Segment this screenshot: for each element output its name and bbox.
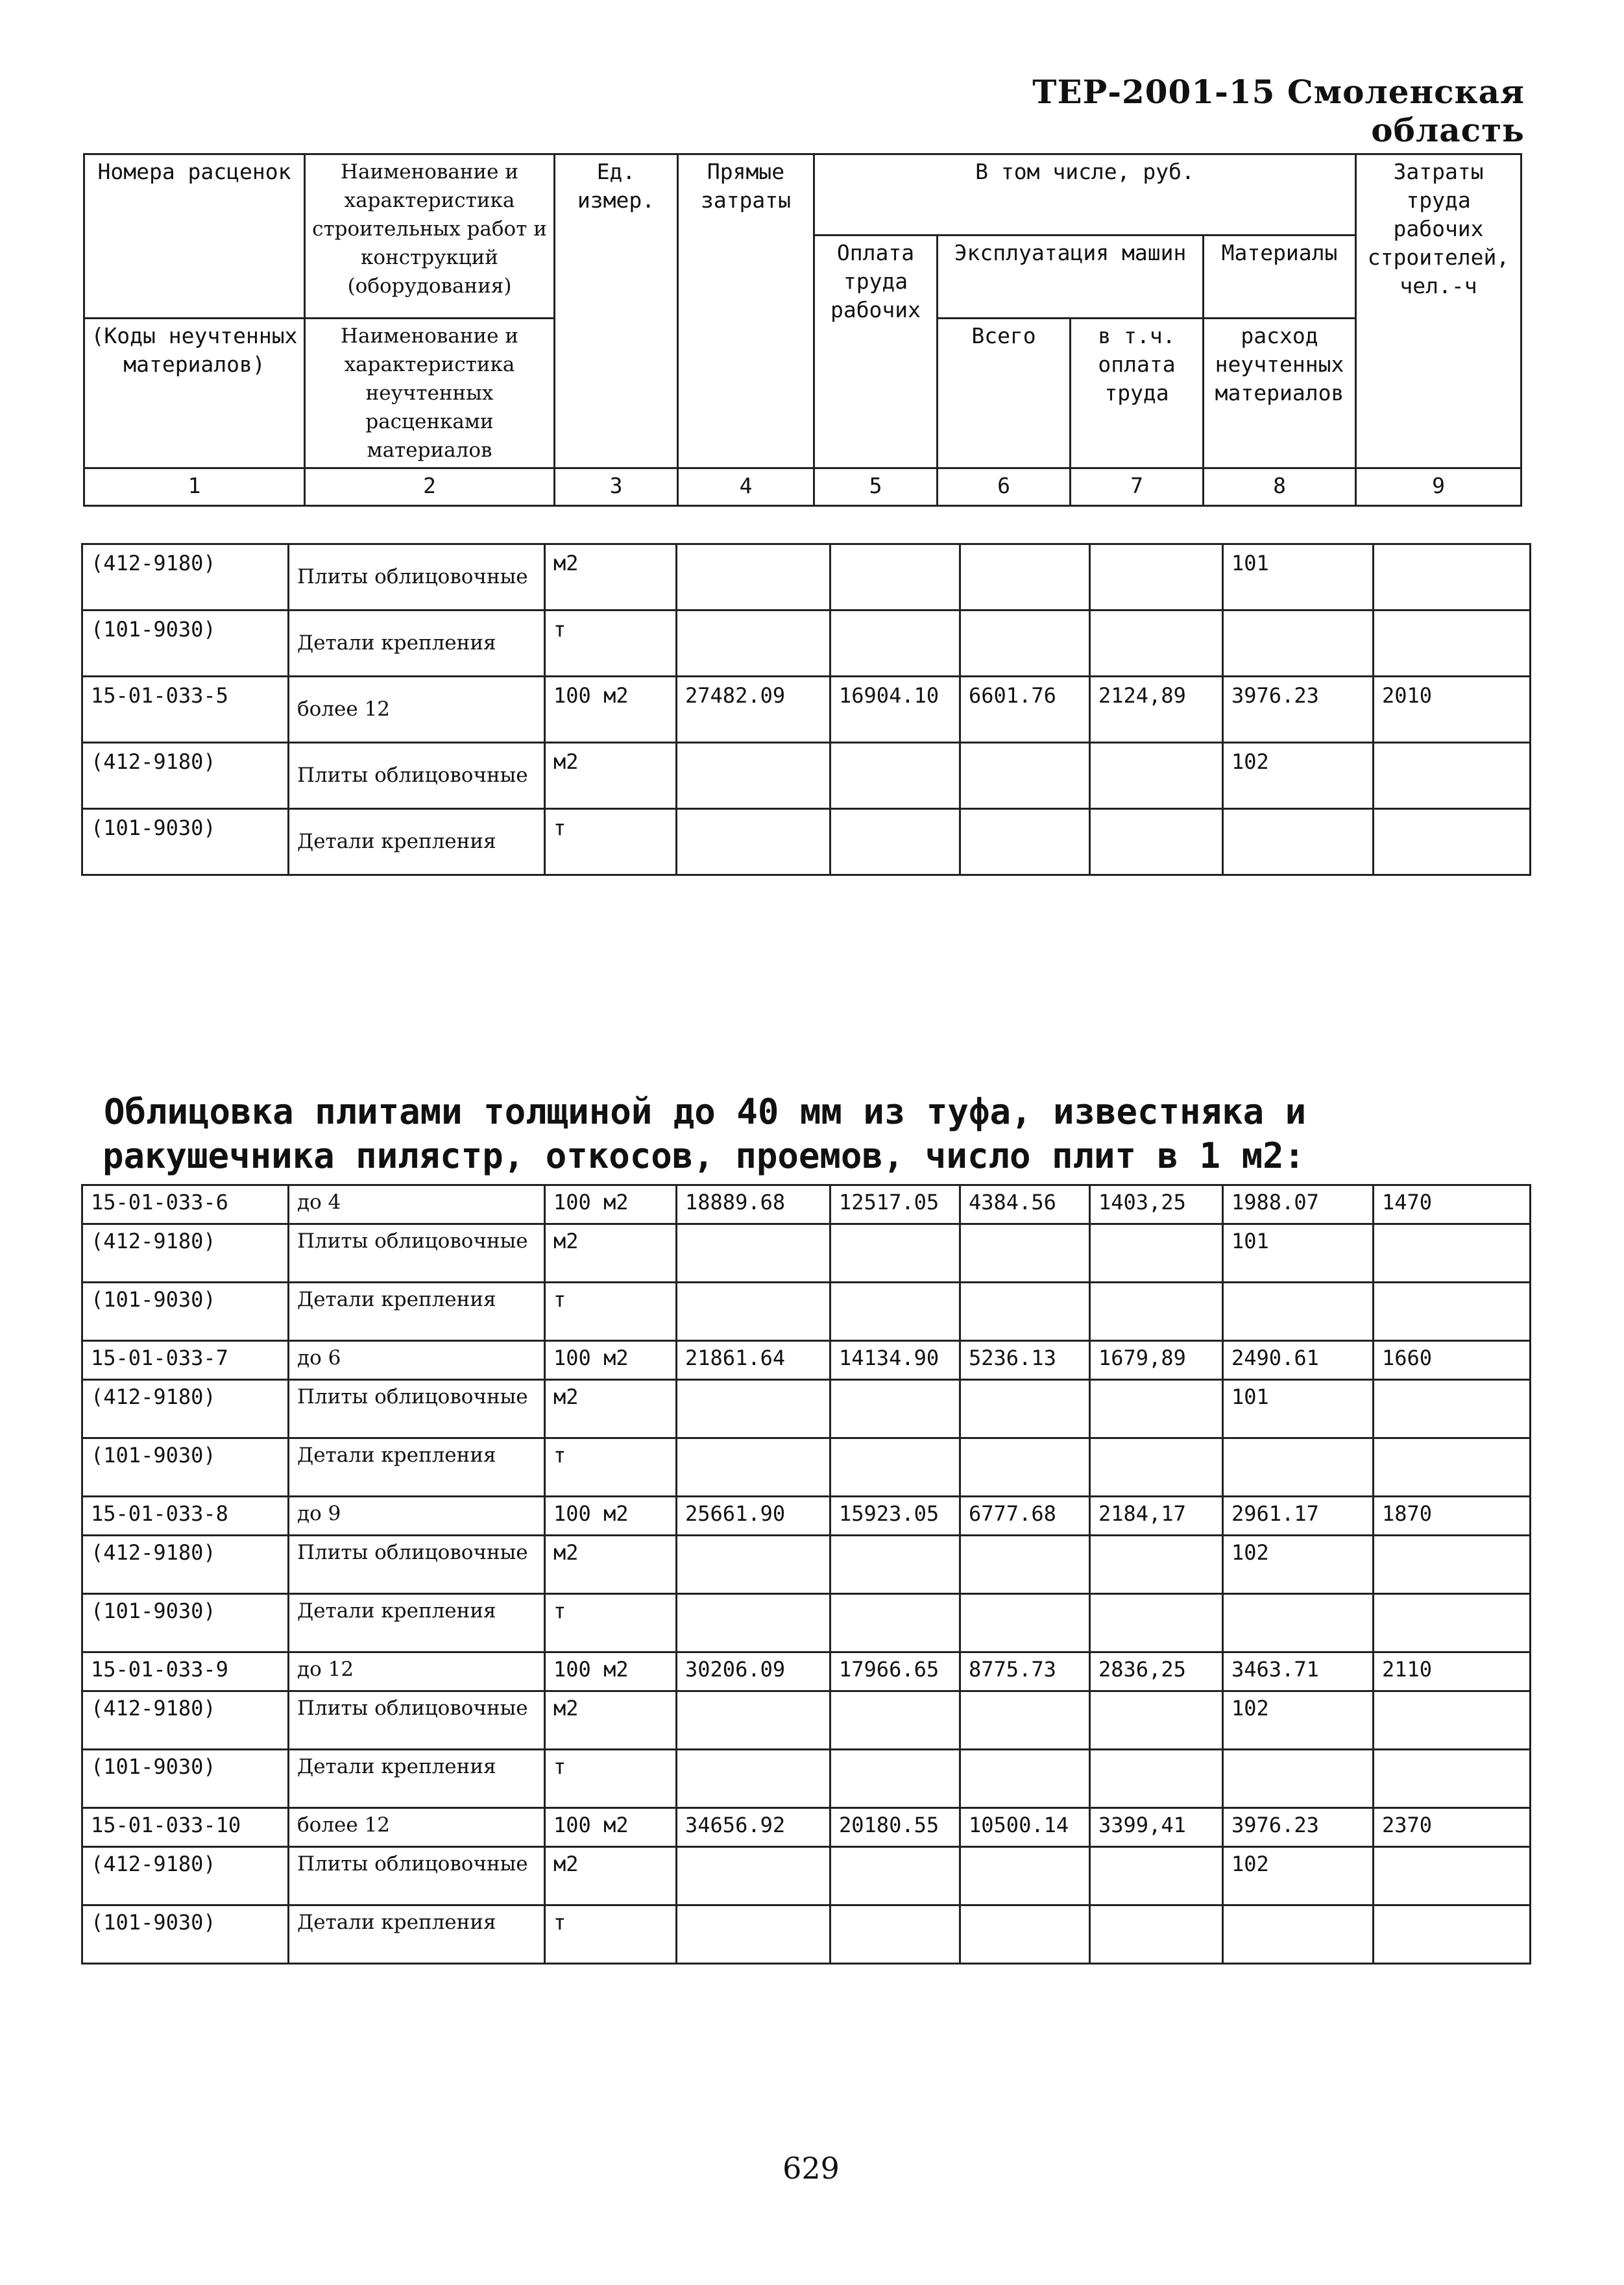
cell-hours: 2110 [1374,1652,1531,1691]
table-row [82,1283,1531,1341]
cell-labor [830,743,960,809]
cell-name: Детали крепления [289,1594,545,1652]
cell-machine-labor [1090,1750,1223,1808]
table-top [81,543,1531,876]
cell-machines: 10500.14 [960,1808,1090,1847]
cell-direct [677,1750,830,1808]
cell-code: (412-9180) [82,1847,289,1905]
cell-code: (101-9030) [82,1905,289,1964]
cell-name: Детали крепления [289,1438,545,1497]
table-row [82,1380,1531,1438]
cell-unit: м2 [545,743,677,809]
cell-hours [1374,1750,1531,1808]
cell-materials: 3976.23 [1223,1808,1374,1847]
cell-machines [960,1536,1090,1594]
cell-name: до 4 [289,1185,545,1224]
cell-materials: 102 [1223,1691,1374,1750]
cell-materials [1223,1594,1374,1652]
header-col4: Прямые затраты [678,154,814,468]
cell-code: 15-01-033-5 [82,677,289,743]
section-heading-line1: Облицовка плитами толщиной до 40 мм из туфа, известняка и [104,1091,1307,1132]
cell-hours [1374,1594,1531,1652]
header-number: 7 [1071,468,1204,506]
cell-materials [1223,809,1374,875]
cell-code: (412-9180) [82,1691,289,1750]
cell-direct: 21861.64 [677,1341,830,1380]
cell-materials: 101 [1223,1224,1374,1283]
cell-unit: т [545,1594,677,1652]
cell-direct [677,1438,830,1497]
cell-machines: 5236.13 [960,1341,1090,1380]
cell-name: Детали крепления [289,1750,545,1808]
cell-machine-labor [1090,743,1223,809]
header-col3: Ед. измер. [555,154,678,468]
cell-machines [960,1750,1090,1808]
cell-unit: 100 м2 [545,1185,677,1224]
cell-labor [830,1905,960,1964]
cell-materials: 2961.17 [1223,1497,1374,1536]
table-row [82,1905,1531,1964]
cell-code: (412-9180) [82,743,289,809]
header-number: 1 [84,468,305,506]
cell-materials: 101 [1223,1380,1374,1438]
table-row [82,611,1531,677]
cell-code: (101-9030) [82,1283,289,1341]
cell-labor [830,1691,960,1750]
cell-direct: 27482.09 [677,677,830,743]
table-row [82,1497,1531,1536]
section-heading [104,1090,1505,1178]
cell-labor [830,1594,960,1652]
cell-name: Плиты облицовочные [289,743,545,809]
cell-hours [1374,544,1531,611]
cell-unit: 100 м2 [545,1652,677,1691]
header-machines: Эксплуатация машин [938,236,1204,319]
cell-unit: 100 м2 [545,1497,677,1536]
cell-unit: м2 [545,1536,677,1594]
cell-machines [960,1691,1090,1750]
cell-labor [830,544,960,611]
cell-code: 15-01-033-7 [82,1341,289,1380]
header-number: 9 [1356,468,1521,506]
header-col2-top: Наименование и характеристика строительных работ и конструкций (оборудования) [305,154,555,319]
cell-name: Детали крепления [289,611,545,677]
cell-unit: м2 [545,1691,677,1750]
cell-direct: 18889.68 [677,1185,830,1224]
section-heading-line2: ракушечника пилястр, откосов, проемов, число плит в 1 м2: [103,1135,1305,1176]
cell-name: Детали крепления [289,1905,545,1964]
cell-machine-labor [1090,611,1223,677]
cell-machine-labor: 1403,25 [1090,1185,1223,1224]
cell-labor: 15923.05 [830,1497,960,1536]
cell-direct [677,1283,830,1341]
cell-name: Детали крепления [289,1283,545,1341]
cell-name: до 12 [289,1652,545,1691]
cell-direct: 34656.92 [677,1808,830,1847]
table-row [82,1438,1531,1497]
cell-machines [960,1905,1090,1964]
cell-machine-labor [1090,1691,1223,1750]
cell-machines [960,1224,1090,1283]
cell-machines [960,743,1090,809]
cell-code: (101-9030) [82,1594,289,1652]
cell-hours: 2370 [1374,1808,1531,1847]
page-number: 629 [782,2151,840,2186]
cell-machine-labor [1090,1283,1223,1341]
cell-name: Плиты облицовочные [289,544,545,611]
cell-materials: 102 [1223,1536,1374,1594]
header-col8-top: Материалы [1204,236,1356,319]
cell-labor [830,1847,960,1905]
cell-machine-labor [1090,1380,1223,1438]
cell-name: более 12 [289,1808,545,1847]
cell-direct [677,1905,830,1964]
cell-labor [830,1536,960,1594]
header-group: В том числе, руб. [814,154,1356,236]
cell-hours [1374,1224,1531,1283]
cell-materials: 2490.61 [1223,1341,1374,1380]
cell-labor: 16904.10 [830,677,960,743]
header-number: 8 [1204,468,1356,506]
cell-code: 15-01-033-8 [82,1497,289,1536]
cell-labor: 17966.65 [830,1652,960,1691]
cell-machine-labor: 2836,25 [1090,1652,1223,1691]
cell-machine-labor [1090,544,1223,611]
table-row [82,1750,1531,1808]
cell-unit: т [545,1905,677,1964]
table-row [82,1341,1531,1380]
cell-name: Плиты облицовочные [289,1691,545,1750]
table-row [82,1224,1531,1283]
table-header [83,153,1522,507]
cell-direct [677,611,830,677]
header-col2-bottom: Наименование и характеристика неучтенных расценками материалов [305,319,555,468]
cell-labor [830,1438,960,1497]
cell-machines [960,544,1090,611]
cell-materials: 102 [1223,743,1374,809]
cell-machines: 6777.68 [960,1497,1090,1536]
cell-labor: 14134.90 [830,1341,960,1380]
cell-labor [830,611,960,677]
cell-unit: м2 [545,1224,677,1283]
cell-machines [960,1283,1090,1341]
table-row [82,1594,1531,1652]
cell-machines [960,611,1090,677]
cell-hours [1374,611,1531,677]
table-main [81,1184,1531,1965]
cell-hours: 2010 [1374,677,1531,743]
cell-direct [677,1224,830,1283]
cell-hours [1374,1380,1531,1438]
cell-machine-labor [1090,809,1223,875]
cell-machine-labor: 2184,17 [1090,1497,1223,1536]
cell-code: (101-9030) [82,809,289,875]
header-col9: Затраты труда рабочих строителей, чел.-ч [1356,154,1521,468]
cell-code: 15-01-033-6 [82,1185,289,1224]
cell-direct [677,544,830,611]
cell-direct [677,1847,830,1905]
table-row [82,1808,1531,1847]
cell-unit: т [545,1438,677,1497]
cell-name: Детали крепления [289,809,545,875]
cell-unit: т [545,611,677,677]
cell-code: (101-9030) [82,1750,289,1808]
cell-machine-labor: 1679,89 [1090,1341,1223,1380]
cell-unit: 100 м2 [545,1341,677,1380]
cell-name: Плиты облицовочные [289,1380,545,1438]
cell-unit: т [545,809,677,875]
cell-labor: 12517.05 [830,1185,960,1224]
cell-unit: м2 [545,544,677,611]
table-row [82,1652,1531,1691]
cell-code: (101-9030) [82,611,289,677]
cell-unit: м2 [545,1380,677,1438]
header-number: 6 [938,468,1071,506]
cell-machine-labor [1090,1594,1223,1652]
cell-materials: 1988.07 [1223,1185,1374,1224]
cell-machine-labor: 2124,89 [1090,677,1223,743]
cell-code: (412-9180) [82,544,289,611]
cell-code: (412-9180) [82,1380,289,1438]
cell-hours [1374,1283,1531,1341]
cell-labor [830,1750,960,1808]
cell-direct [677,809,830,875]
cell-materials [1223,1438,1374,1497]
cell-labor: 20180.55 [830,1808,960,1847]
cell-machine-labor [1090,1438,1223,1497]
cell-labor [830,1224,960,1283]
header-col5: Оплата труда рабочих [814,236,938,468]
cell-machines: 4384.56 [960,1185,1090,1224]
cell-labor [830,1380,960,1438]
header-number: 5 [814,468,938,506]
header-col8-bottom: расход неучтенных материалов [1204,319,1356,468]
cell-unit: 100 м2 [545,1808,677,1847]
cell-name: до 6 [289,1341,545,1380]
cell-code: 15-01-033-9 [82,1652,289,1691]
cell-machines: 8775.73 [960,1652,1090,1691]
cell-direct [677,1380,830,1438]
cell-name: Плиты облицовочные [289,1224,545,1283]
table-row [82,544,1531,611]
cell-code: (412-9180) [82,1536,289,1594]
cell-direct [677,1594,830,1652]
header-number: 4 [678,468,814,506]
header-col6: Всего [938,319,1071,468]
cell-code: 15-01-033-10 [82,1808,289,1847]
cell-hours: 1470 [1374,1185,1531,1224]
table-row [82,809,1531,875]
cell-hours: 1870 [1374,1497,1531,1536]
table-row [82,1185,1531,1224]
cell-unit: м2 [545,1847,677,1905]
cell-materials: 3976.23 [1223,677,1374,743]
cell-materials [1223,1750,1374,1808]
cell-hours [1374,809,1531,875]
cell-labor [830,809,960,875]
cell-name: Плиты облицовочные [289,1847,545,1905]
table-row [82,677,1531,743]
cell-hours [1374,1847,1531,1905]
cell-hours [1374,1691,1531,1750]
cell-materials [1223,1905,1374,1964]
cell-unit: т [545,1750,677,1808]
header-number: 3 [555,468,678,506]
table-row [82,1536,1531,1594]
page-title: ТЕР-2001-15 Смоленская область [1032,73,1525,149]
cell-hours [1374,1536,1531,1594]
cell-machine-labor [1090,1847,1223,1905]
cell-machine-labor [1090,1224,1223,1283]
cell-labor [830,1283,960,1341]
cell-hours [1374,1438,1531,1497]
cell-hours [1374,1905,1531,1964]
cell-materials: 3463.71 [1223,1652,1374,1691]
cell-machines [960,1438,1090,1497]
cell-direct: 25661.90 [677,1497,830,1536]
cell-materials [1223,611,1374,677]
cell-machines [960,1594,1090,1652]
table-row [82,1847,1531,1905]
cell-hours [1374,743,1531,809]
cell-name: до 9 [289,1497,545,1536]
cell-code: (101-9030) [82,1438,289,1497]
header-col1-top: Номера расценок [84,154,305,319]
cell-direct [677,1536,830,1594]
cell-materials: 101 [1223,544,1374,611]
header-number: 2 [305,468,555,506]
table-row [82,743,1531,809]
cell-materials [1223,1283,1374,1341]
cell-direct [677,743,830,809]
cell-materials: 102 [1223,1847,1374,1905]
table-row [82,1691,1531,1750]
cell-machines [960,1380,1090,1438]
cell-machines [960,809,1090,875]
cell-direct: 30206.09 [677,1652,830,1691]
cell-machines [960,1847,1090,1905]
cell-machines: 6601.76 [960,677,1090,743]
cell-unit: т [545,1283,677,1341]
cell-name: более 12 [289,677,545,743]
header-col1-bottom: (Коды неучтенных материалов) [84,319,305,468]
cell-machine-labor [1090,1905,1223,1964]
cell-machine-labor [1090,1536,1223,1594]
cell-direct [677,1691,830,1750]
cell-code: (412-9180) [82,1224,289,1283]
cell-unit: 100 м2 [545,677,677,743]
cell-name: Плиты облицовочные [289,1536,545,1594]
cell-machine-labor: 3399,41 [1090,1808,1223,1847]
cell-hours: 1660 [1374,1341,1531,1380]
header-col7: в т.ч. оплата труда [1071,319,1204,468]
